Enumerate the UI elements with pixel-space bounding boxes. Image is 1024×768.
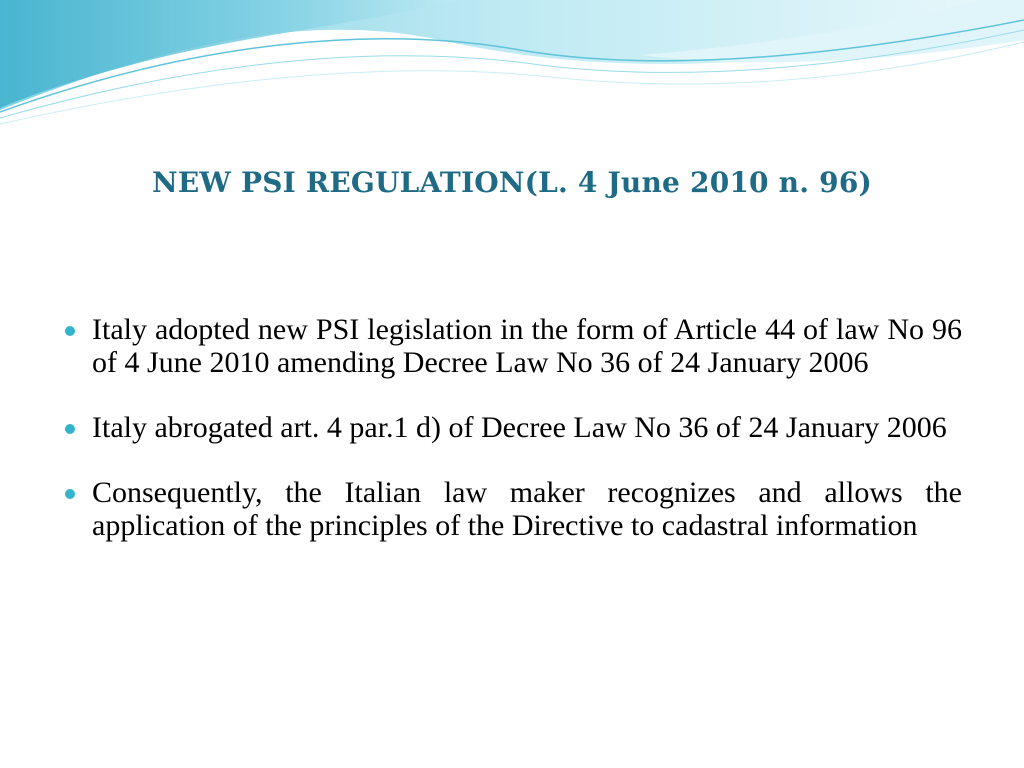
- bullet-item: [60, 411, 962, 444]
- bullet-item: [60, 476, 962, 542]
- slide-title: NEW PSI REGULATION(L. 4 June 2010 n. 96): [152, 166, 872, 199]
- bullet-text: Italy adopted new PSI legislation in the form of Article 44 of law No 96 of 4 June 2010 amending Decree Law No 36 of 24 January 2006: [92, 313, 962, 379]
- bullet-text: Consequently, the Italian law maker recognizes and allows the application of the principles of the Directive to cadastral information: [92, 476, 962, 542]
- bullet-marker-icon: [65, 489, 75, 499]
- header-wave-decoration: [0, 0, 1024, 130]
- bullet-item: [60, 313, 962, 379]
- bullet-text: Italy abrogated art. 4 par.1 d) of Decree Law No 36 of 24 January 2006: [92, 411, 947, 444]
- bullet-marker-icon: [65, 326, 75, 336]
- bullet-marker-icon: [65, 424, 75, 434]
- bullet-list: [60, 313, 962, 574]
